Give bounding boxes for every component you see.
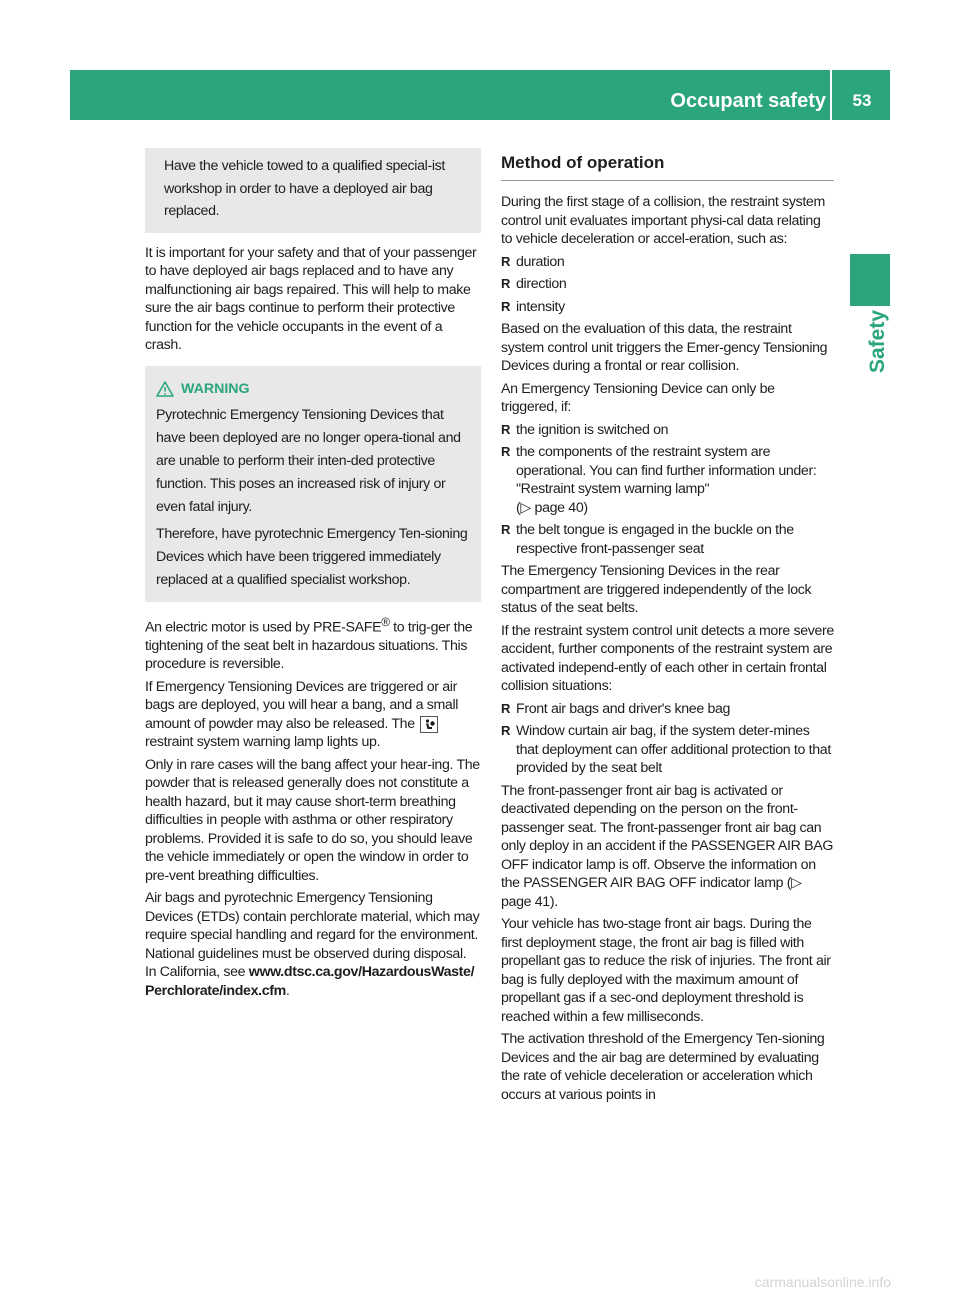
section-tab-label[interactable]: Safety <box>866 310 889 374</box>
dtsc-link[interactable]: www.dtsc.ca.gov/HazardousWaste/ Perchlorate/index.cfm <box>145 964 475 999</box>
heading-divider <box>501 180 834 181</box>
warning-triangle-icon <box>156 381 174 397</box>
list-item: R intensity <box>501 298 834 317</box>
warning-text: Therefore, have pyrotechnic Emergency Ten-sioning Devices which have been triggered immediately replaced at a qualified specialist workshop. <box>156 525 468 588</box>
paragraph: An electric motor is used by PRE-SAFE® to trig-ger the tightening of the seat belt in hazardous situations. This procedure is reversible. <box>145 614 473 673</box>
paragraph: An Emergency Tensioning Device can only be triggered, if: <box>501 380 775 415</box>
paragraph: If the restraint system control unit detects a more severe accident, further components of the restraint system are activated independ-ently of each other in certain frontal collision situations: <box>501 622 834 694</box>
note-text: Have the vehicle towed to a qualified special-ist workshop in order to have a deployed air bag replaced. <box>164 158 445 219</box>
paragraph: During the first stage of a collision, the restraint system control unit evaluates important physi-cal data relating to vehicle deceleration or accel-eration, such as: <box>501 194 825 247</box>
paragraph: Based on the evaluation of this data, the restraint system control unit triggers the Emer-gency Tensioning Devices during a frontal or rear collision. <box>501 321 828 374</box>
registered-mark: ® <box>381 614 390 629</box>
warning-text: Pyrotechnic Emergency Tensioning Devices that have been deployed are no longer opera-tional and are unable to perform their inten-ded protective function. This poses an increased risk of injury or even fatal injury. <box>156 406 461 515</box>
right-column <box>501 148 834 1108</box>
bullet-list <box>501 253 834 317</box>
list-item: R Front air bags and driver's knee bag <box>501 700 834 719</box>
watermark: carmanualsonline.info <box>754 1274 891 1290</box>
note-box <box>145 148 481 233</box>
header-divider <box>830 70 832 120</box>
page-reference-arrow-icon: ▷ <box>520 499 531 516</box>
bullet-list <box>501 700 834 778</box>
page-title: Occupant safety <box>670 90 826 112</box>
section-heading: Method of operation <box>501 153 665 172</box>
section-tab-marker[interactable] <box>850 254 890 306</box>
list-item: R the belt tongue is engaged in the buckle on the respective front-passenger seat <box>501 521 834 558</box>
paragraph: Only in rare cases will the bang affect your hear-ing. The powder that is released generally does not constitute a health hazard, but it may cause short-term breathing difficulties in people with asthma or other respiratory problems. Provided it is safe to do so, you should leave the vehicle immediately or open the window in order to pre-vent breathing difficulties. <box>145 756 480 884</box>
bullet-list <box>501 421 834 559</box>
paragraph: Air bags and pyrotechnic Emergency Tensioning Devices (ETDs) contain perchlorate material, which may require special handling and regard for the environment. National guidelines must be observed during disposal. In California, see www.dtsc.ca.gov/HazardousWaste/ Perchlorate/index.cfm. <box>145 890 480 999</box>
paragraph: The activation threshold of the Emergency Ten-sioning Devices and the air bag are determined by evaluating the rate of vehicle deceleration or acceleration which occurs at various points in <box>501 1031 825 1103</box>
restraint-system-warning-lamp-icon <box>420 716 438 733</box>
warning-header <box>156 380 473 398</box>
paragraph: The Emergency Tensioning Devices in the rear compartment are triggered independently of the lock status of the seat belts. <box>501 563 812 616</box>
list-item: R direction <box>501 275 834 294</box>
page-reference-link[interactable]: page 40) <box>534 499 588 516</box>
warning-box <box>145 366 481 602</box>
paragraph: Your vehicle has two-stage front air bags. During the first deployment stage, the front air bag is filled with propellant gas to reduce the risk of injuries. The front air bag is fully deployed with the maximum amount of propellant gas if a sec-ond deployment threshold is reached within a few milliseconds. <box>501 916 831 1025</box>
warning-title: WARNING <box>181 380 250 397</box>
list-item: R the ignition is switched on <box>501 421 834 440</box>
left-column <box>145 148 481 1004</box>
paragraph: The front-passenger front air bag is activated or deactivated depending on the person on the front-passenger seat. The front-passenger front air bag can only deploy in an accident if the PASSENGER AIR BAG OFF indicator lamp is off. Observe the information on the PASSENGER AIR BAG OFF indicator lamp (▷ page 41). <box>501 782 834 910</box>
paragraph: It is important for your safety and that of your passenger to have deployed air bags replaced and to have any malfunctioning air bags repaired. This will help to make sure the air bags continue to perform their protective function for the vehicle occupants in the event of a crash. <box>145 244 477 353</box>
list-item: R the components of the restraint system are operational. You can find further information under: "Restraint system warning lamp" (▷ page 40) <box>501 443 834 517</box>
page-reference-arrow-icon: ▷ <box>791 875 802 891</box>
page-number: 53 <box>852 91 872 110</box>
list-item: R duration <box>501 253 834 272</box>
list-item: R Window curtain air bag, if the system deter-mines that deployment can offer additional protection to that provided by the seat belt <box>501 722 834 778</box>
page-reference-link[interactable]: page 41). <box>501 893 558 910</box>
paragraph: If Emergency Tensioning Devices are triggered or air bags are deployed, you will hear a bang, and a small amount of powder may also be released. The restraint system warning lamp lights up. <box>145 678 459 751</box>
